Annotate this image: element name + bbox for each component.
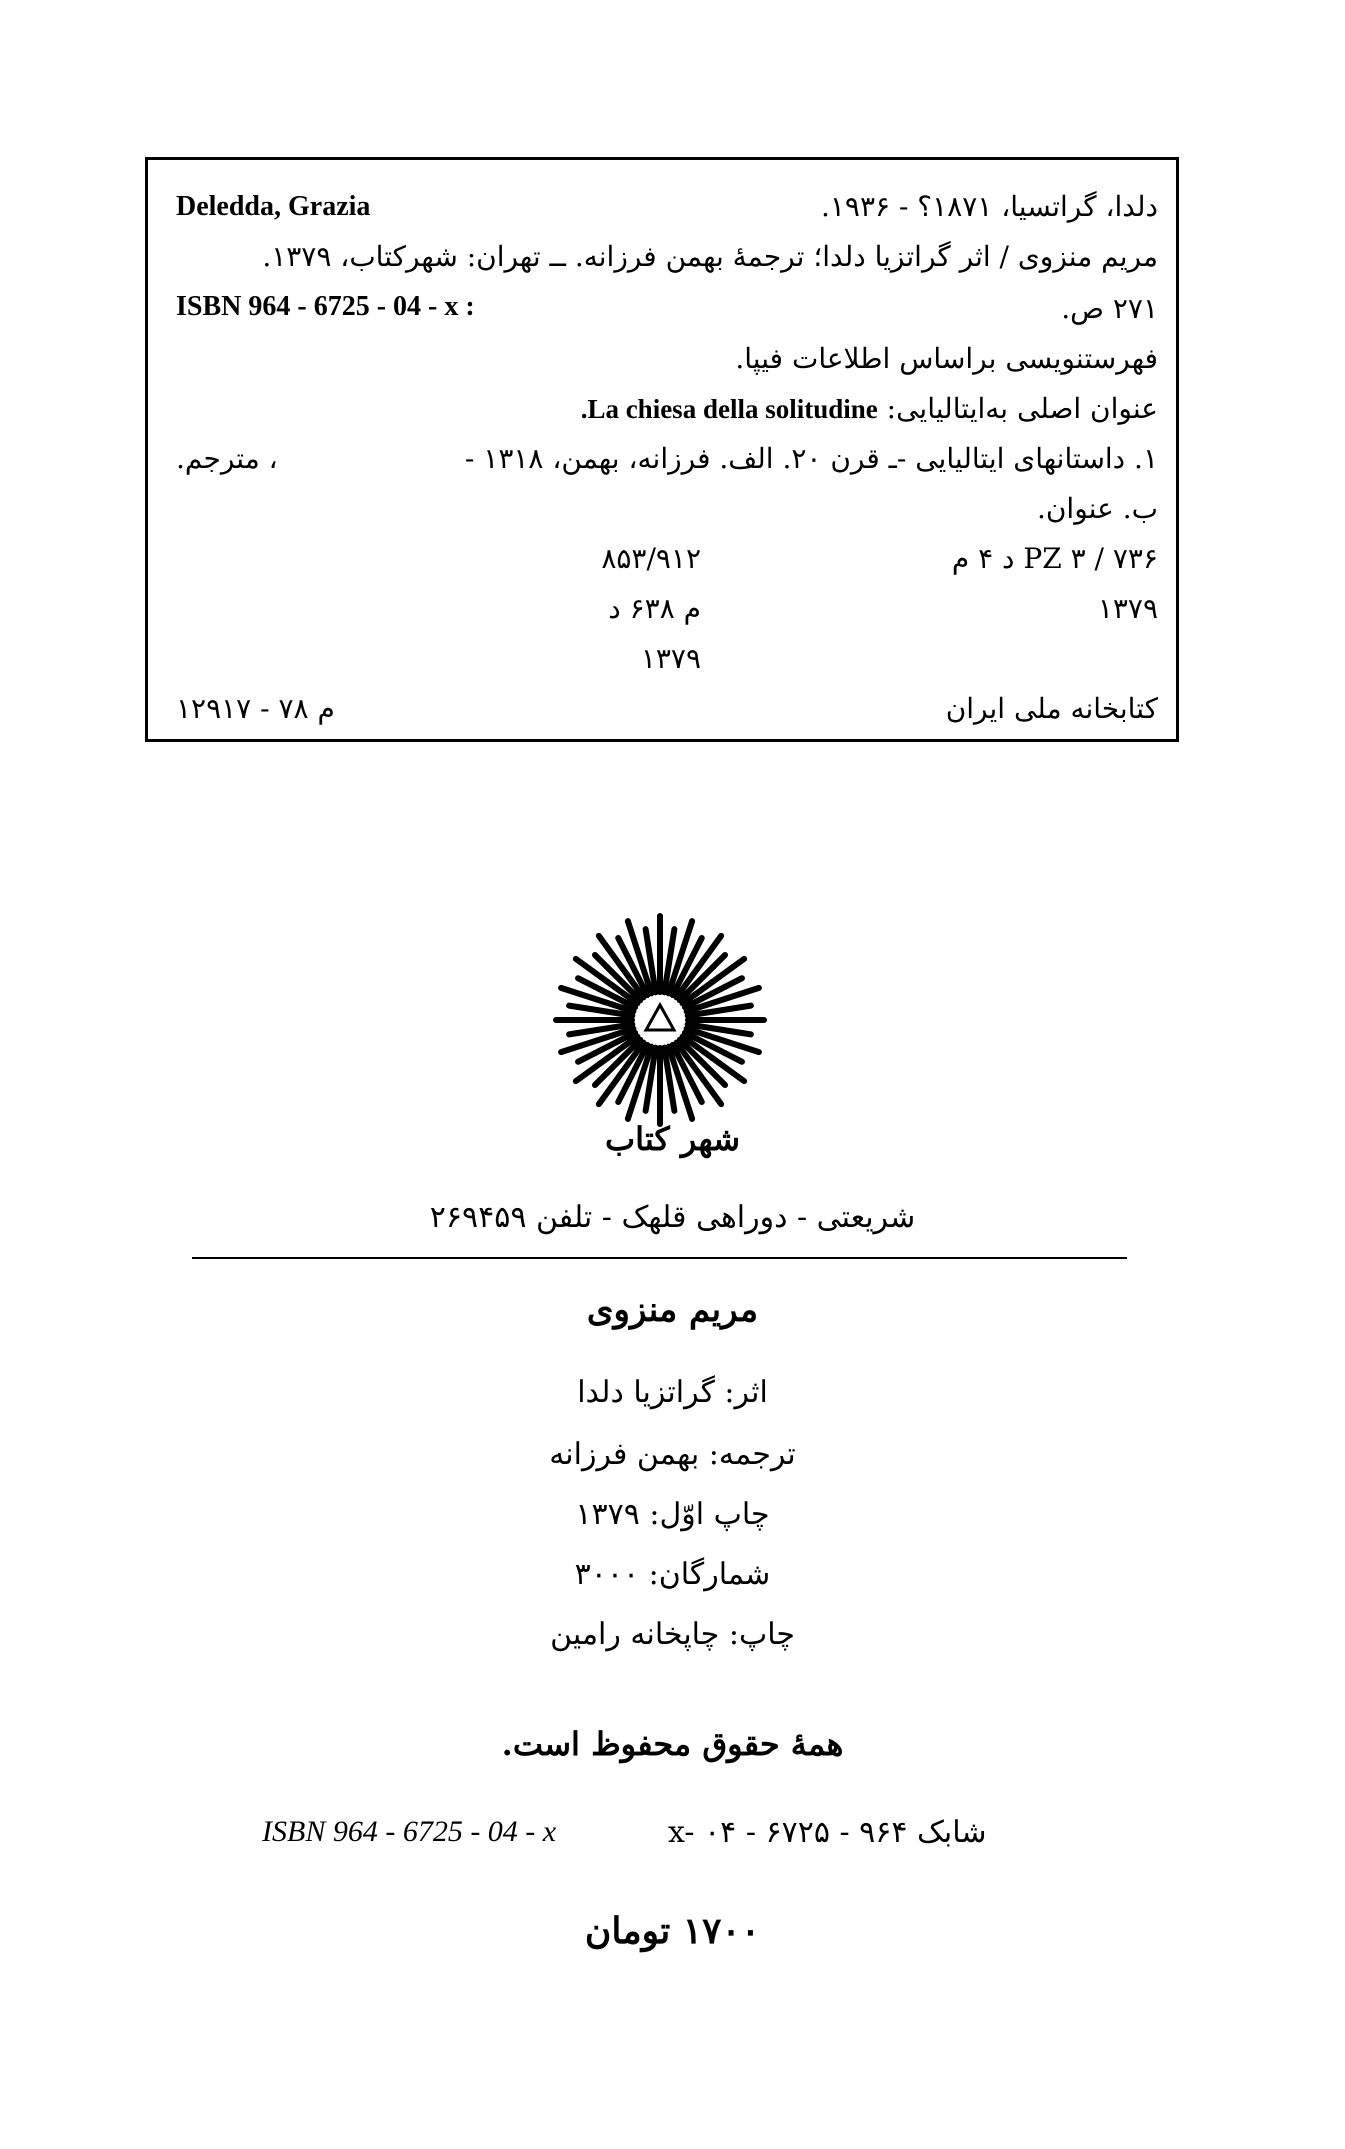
isbn-persian: شابک x- ۰۴ - ۶۷۲۵ - ۹۶۴ — [668, 1815, 987, 1850]
subject-headings: ۱. داستانهای ایتالیایی -ـ قرن ۲۰. الف. فرزانه، بهمن، ۱۳۱۸ - — [464, 442, 1158, 475]
price: ۱۷۰۰ تومان — [584, 1910, 761, 1952]
title-statement: مریم منزوی / اثر گراتزیا دلدا؛ ترجمهٔ بهمن فرزانه. ــ تهران: شهرکتاب، ۱۳۷۹. — [262, 240, 1158, 273]
cip-record-box — [145, 157, 1179, 742]
translator-role: ، مترجم. — [176, 442, 278, 475]
original-title-note — [580, 392, 1158, 425]
isbn-latin: ISBN 964 - 6725 - 04 - x — [262, 1815, 557, 1848]
print-run: شمارگان: ۳۰۰۰ — [574, 1557, 771, 1592]
author-latin: Deledda, Grazia — [176, 191, 371, 222]
dewey-class-number: ۸۵۳/۹۱۲ — [601, 542, 701, 575]
pagination: ۲۷۱ ص. — [1061, 292, 1158, 325]
author-persian: دلدا، گراتسیا، ۱۸۷۱؟ - ۱۹۳۶. — [820, 190, 1158, 223]
book-title: مریم منزوی — [586, 1290, 759, 1330]
lc-class-number: PZ ۳ / ۷۳۶ د ۴ م — [951, 542, 1158, 575]
edition: چاپ اوّل: ۱۳۷۹ — [575, 1497, 770, 1532]
rights-notice: همهٔ حقوق محفوظ است. — [501, 1725, 844, 1763]
divider — [192, 1257, 1127, 1259]
printer: چاپ: چاپخانه رامین — [550, 1617, 795, 1652]
fipa-note: فهرستنویسی براساس اطلاعات فیپا. — [735, 342, 1158, 375]
publisher-address: شریعتی - دوراهی قلهک - تلفن ۲۶۹۴۵۹ — [429, 1200, 916, 1235]
author-credit: اثر: گراتزیا دلدا — [577, 1375, 768, 1410]
original-title: La chiesa della solitudine. — [580, 394, 878, 424]
triangle-icon — [646, 1005, 674, 1030]
record-number: م ۷۸ - ۱۲۹۱۷ — [176, 692, 335, 725]
original-title-label: عنوان اصلی به‌ایتالیایی: — [886, 392, 1158, 425]
national-library: کتابخانه ملی ایران — [945, 692, 1158, 725]
dewey-cutter: م ۶۳۸ د — [608, 592, 701, 625]
lc-year: ۱۳۷۹ — [1097, 592, 1158, 625]
dewey-year: ۱۳۷۹ — [640, 642, 701, 675]
publisher-name: شهر کتاب — [604, 1120, 741, 1158]
isbn-line: ISBN 964 - 6725 - 04 - x : — [176, 291, 475, 322]
publisher-sunburst-logo — [550, 910, 770, 1130]
title-entry: ب. عنوان. — [1036, 492, 1158, 525]
translator-credit: ترجمه: بهمن فرزانه — [549, 1437, 796, 1472]
